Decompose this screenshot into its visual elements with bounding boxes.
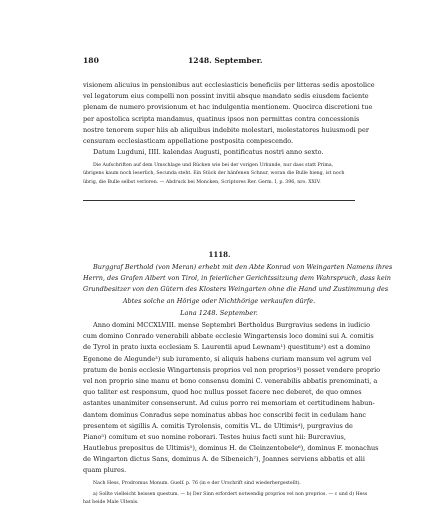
- archival-note: [83, 162, 355, 187]
- text-line: vel non proprio sine manu et bono consensu domini C. venerabilis abbatis prenominati, a: [83, 376, 378, 385]
- text-line: Piano⁵) comitum et suo nomine roborari. Testes huius facti sunt hii: Burcravius,: [83, 432, 346, 441]
- text-line: quam plures.: [83, 466, 127, 475]
- charter-text: [83, 320, 381, 477]
- regest-line: Burggraf Berthold (von Meran) erhebt mit den Abte Konrad von Weingarten Namens ihres: [93, 263, 393, 271]
- note-line: Die Aufschriften auf dem Umschlage und Rücken wie bei der vorigen Urkunde, nur dass statt Prima,: [93, 163, 334, 168]
- text-line: vel legatorum eius compelli non possint invitii absque mandato sedis eiusdem faciente: [83, 92, 369, 101]
- text-line: pratum de bonis ecclesie Wingartensis proprios vel non proprios³) posset vendere proprio: [83, 365, 381, 374]
- text-line: astantes unanimiter consenserunt. Ad cuius porro rei memoriam et certitudinem habun-: [83, 399, 375, 408]
- note-line: übrigens kaum noch leserlich, Secunda steht. Ein Stück der hänfenen Schnur, woran die Bulle hieng, ist noch: [83, 171, 345, 177]
- footnotes: [83, 491, 368, 508]
- text-line: visionem alicuius in pensionibus aut ecclesiasticis beneficiis per litteras sedis apostolice: [83, 81, 375, 89]
- source-line: Nach Hess, Prodromus Monum. Guelf. p. 76 (in e der Urschrift sind wiederhergestellt).: [93, 481, 301, 486]
- section-divider: [83, 200, 355, 201]
- text-line: censuram ecclesiasticam appellatione postposita compescendo.: [83, 136, 294, 145]
- footnote-line: hat beide Male Ultenis.: [83, 500, 139, 506]
- place-date: Lana 1248. September.: [180, 309, 258, 317]
- footnote-line: a) Sollte vielleicht heissen questum. — b) Der Sinn erfordert notwendig proprios vel non proprios. — c und d) Hess: [93, 492, 368, 497]
- running-head: [83, 56, 355, 68]
- running-heading: 1248. September.: [188, 56, 263, 65]
- text-line: dantem dominus Conradus sepe nominatus abbas hoc conscribi fecit in cedulam hanc: [83, 410, 367, 419]
- text-line: plenam de numero provisionum et hac indulgentia mentionem. Quocirca discretioni tue: [83, 103, 373, 112]
- charter-text-continued: [83, 80, 375, 158]
- text-line: cum domino Conrado venerabili abbate ecclesie Wingartensis loco domini sui A. comitis: [83, 332, 374, 341]
- text-line: de Wingarton dictus Sans, dominus A. de Sibeneich⁷), Joannes serviens abbatis et alii: [83, 455, 365, 464]
- text-line: quo taliter est responsum, quod hoc nullus posset facere nec deberet, de quo omnes: [83, 388, 362, 397]
- source-note: [83, 480, 355, 488]
- text-line: nostre tenorem super hiis ab aliquibus indebite molestari, molestatores huiusmodi per: [83, 125, 369, 134]
- dating-clause: Datum Lugduni, IIII. kalendas Augusti, pontificatus nostri anno sexto.: [93, 148, 324, 157]
- text-line: presentem et sigillis A. comitis Tyrolensis, comitis VL. de Ultimis⁴), purgravius de: [83, 421, 353, 430]
- text-line: de Tyrol in prato iuxta ecclesiam S. Laurentii apud Lewnam¹) questitum²) est a domino: [83, 343, 371, 352]
- text-line: Hautlebus prepositus de Ultimis⁵), dominus H. de Cleinzentobele⁶), dominus F. monachus: [83, 444, 379, 453]
- document-number: 1118.: [208, 250, 231, 259]
- page-number: 180: [83, 56, 99, 65]
- text-line: Anno domini MCCXLVIII. mense Septembri Bertholdus Burgravius sedens in iudicio: [93, 321, 371, 329]
- regest: [83, 262, 393, 307]
- note-line: übrig, die Bulle selbst verloren. — Abdruck bei Moncken, Scriptores Rer. Germ. I, p. 396, nro. XXIV.: [83, 179, 321, 185]
- regest-line: Herrn, des Grafen Albert von Tirol, in feierlicher Gerichtssitzung dem Wahrspruch, dass kein: [83, 274, 391, 283]
- regest-line: Abtes solche an Hörige oder Nichthörige verkaufen dürfe.: [122, 296, 316, 305]
- text-line: per apostolica scripta mandamus, quatinus ipsos non permittas contra concessionis: [83, 114, 360, 123]
- regest-line: Grundbesitzer von den Gütern des Klosters Weingarten ohne die Hand und Zustimmung des: [83, 285, 389, 294]
- text-line: Egenone de Alegunde³) sub iuramento, si aliquis habens curiam mansum vel agrum vel: [83, 354, 372, 363]
